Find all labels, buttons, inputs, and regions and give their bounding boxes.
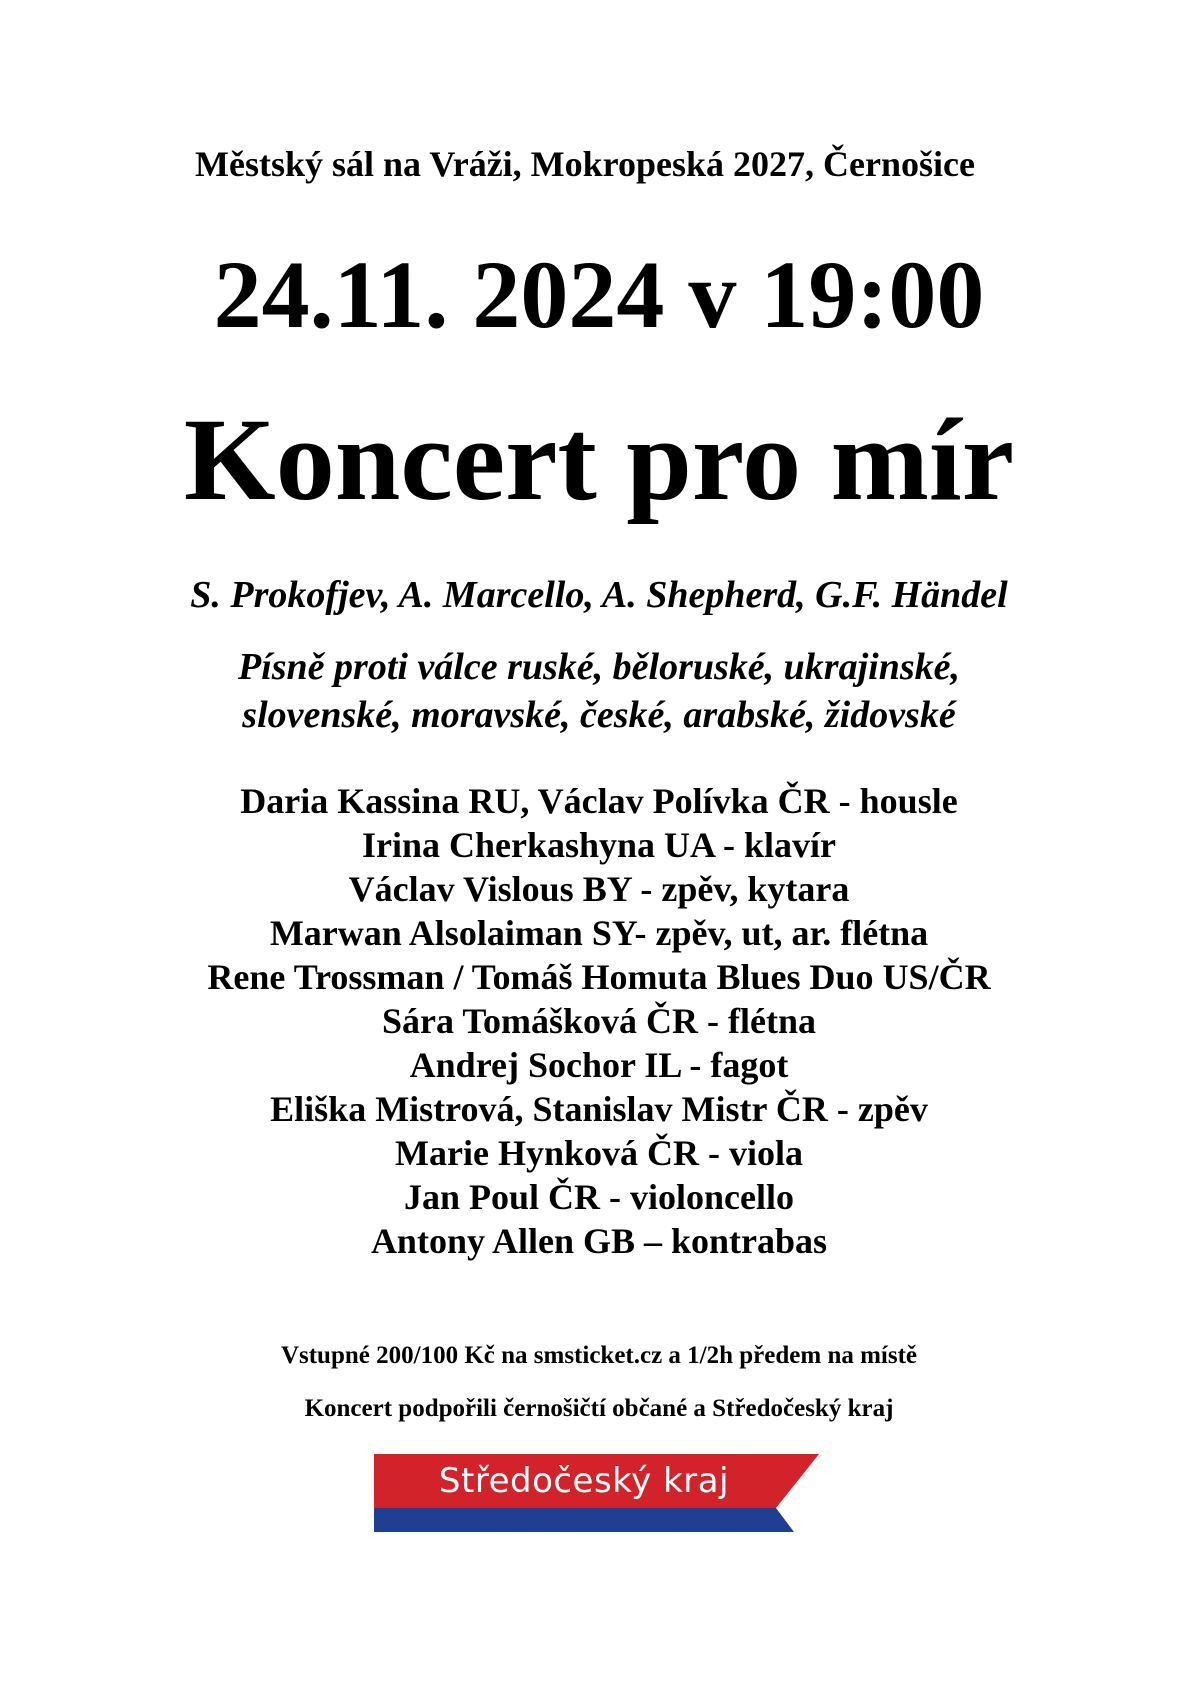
logo-text: Středočeský kraj [438, 1461, 730, 1501]
logo-blue-band [374, 1508, 794, 1532]
performer-line: Daria Kassina RU, Václav Polívka ČR - housle [240, 781, 958, 821]
performer-line: Sára Tomášková ČR - flétna [381, 1001, 817, 1041]
performer-line: Rene Trossman / Tomáš Homuta Blues Duo US/ČR [207, 957, 991, 997]
event-datetime: 24.11. 2024 v 19:00 [213, 241, 985, 348]
performer-line: Václav Vislous BY - zpěv, kytara [348, 869, 850, 909]
composers-list: S. Prokofjev, A. Marcello, A. Shepherd, G.F. Händel [190, 574, 1008, 616]
performer-line: Marie Hynková ČR - viola [395, 1133, 803, 1173]
performer-line: Jan Poul ČR - violoncello [403, 1177, 794, 1217]
performer-line: Irina Cherkashyna UA - klavír [361, 825, 837, 865]
admission-info: Vstupné 200/100 Kč na smsticket.cz a 1/2h předem na místě [280, 1342, 918, 1369]
stredocesky-kraj-logo [374, 1454, 819, 1532]
performer-line: Marwan Alsolaiman SY- zpěv, ut, ar. flétna [269, 913, 929, 953]
performer-line: Antony Allen GB – kontrabas [370, 1221, 828, 1261]
songs-line-2: slovenské, moravské, české, arabské, židovské [242, 694, 956, 736]
performers-list [0, 779, 1190, 1263]
concert-title: Koncert pro mír [183, 394, 1015, 525]
songs-description [4, 643, 1190, 739]
support-note: Koncert podpořili černošičtí občané a Středočeský kraj [304, 1395, 894, 1422]
performer-line: Eliška Mistrová, Stanislav Mistr ČR - zpěv [270, 1089, 928, 1129]
venue-address: Městský sál na Vráži, Mokropeská 2027, Černošice [195, 144, 975, 184]
performer-line: Andrej Sochor IL - fagot [409, 1045, 789, 1085]
songs-line-1: Písně proti válce ruské, běloruské, ukrajinské, [237, 646, 961, 688]
